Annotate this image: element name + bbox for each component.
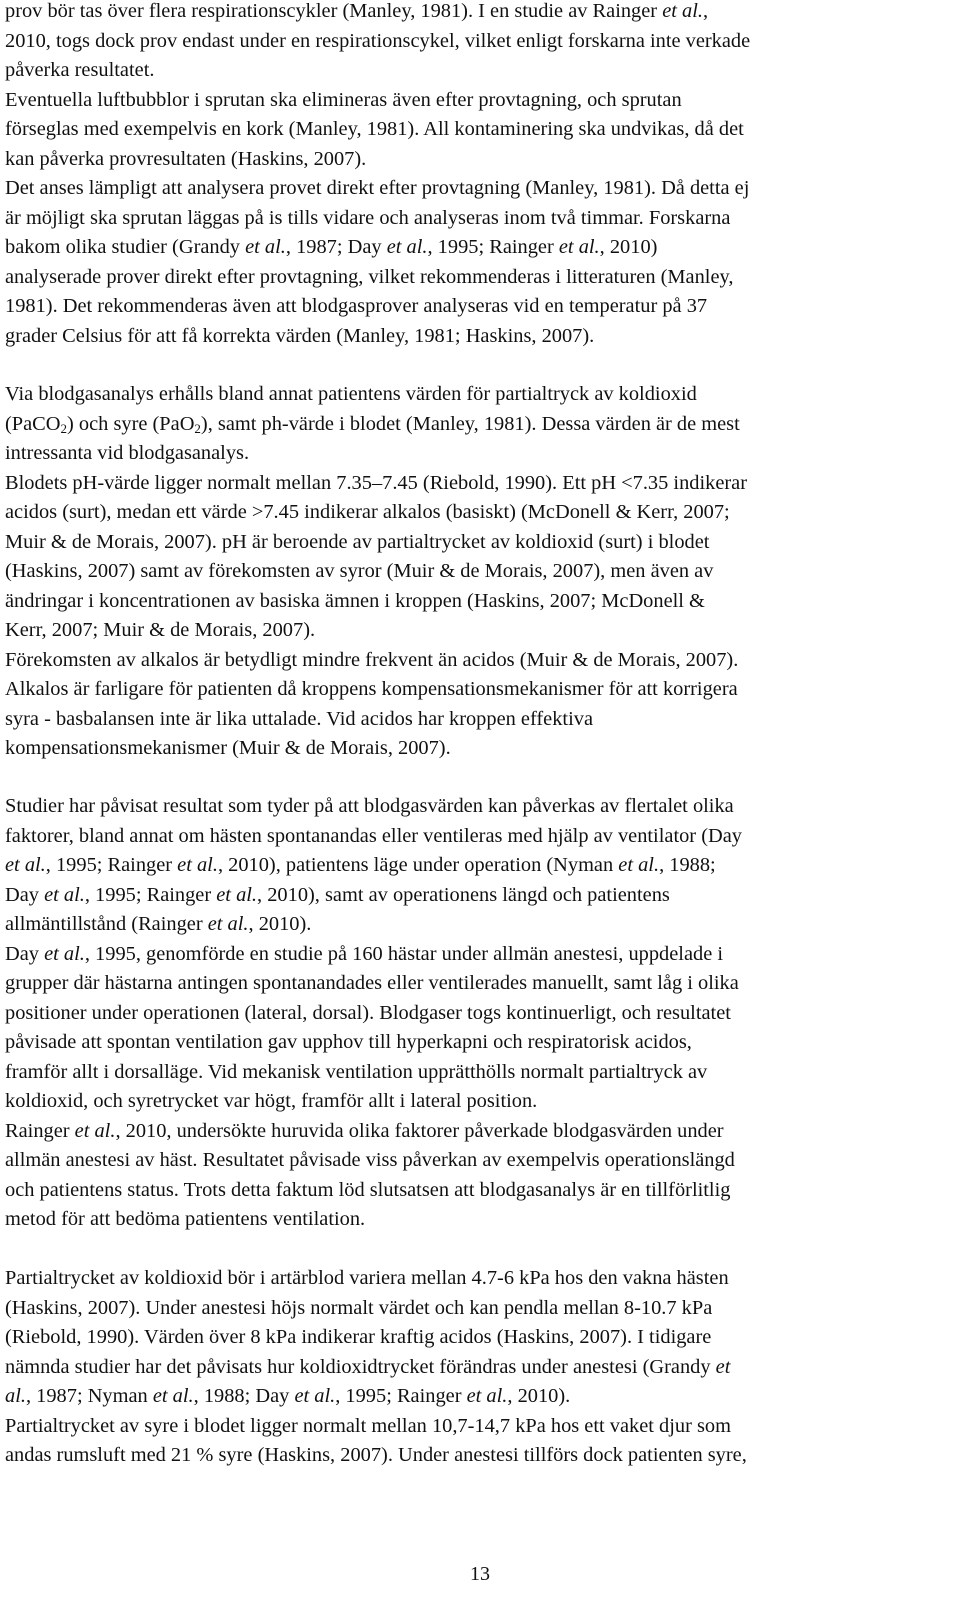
text-line: påvisade att spontan ventilation gav upphov till hyperkapni och respiratorisk acidos, bbox=[5, 1031, 692, 1053]
text-line: kan påverka provresultaten (Haskins, 2007). bbox=[5, 147, 367, 170]
text-line: Det anses lämpligt att analysera provet direkt efter provtagning (Manley, 1981). Då detta ej bbox=[5, 177, 750, 199]
text-line: al., 1987; Nyman et al., 1988; Day et al., 1995; Rainger et al., 2010). bbox=[5, 1385, 571, 1407]
text-line: Day et al., 1995, genomförde en studie på 160 hästar under allmän anestesi, uppdelade i bbox=[5, 942, 724, 965]
text-line: påverka resultatet. bbox=[5, 59, 155, 81]
text-line: Alkalos är farligare för patienten då kroppens kompensationsmekanismer för att korrigera bbox=[5, 678, 738, 700]
text-line: och patientens status. Trots detta faktum löd slutsatsen att blodgasanalys är en tillförlitlig bbox=[5, 1178, 731, 1201]
text-line: är möjligt ska sprutan läggas på is tills vidare och analyseras inom två timmar. Forskarna bbox=[5, 206, 731, 229]
text-line: analyserade prover direkt efter provtagning, vilket rekommenderas i litteraturen (Manley, bbox=[5, 265, 734, 288]
text-line: Partialtrycket av syre i blodet ligger normalt mellan 10,7-14,7 kPa hos ett vaket djur som bbox=[5, 1414, 731, 1437]
text-line: allmän anestesi av häst. Resultatet påvisade viss påverkan av exempelvis operationslängd bbox=[5, 1149, 735, 1171]
text-line: Rainger et al., 2010, undersökte huruvida olika faktorer påverkade blodgasvärden under bbox=[5, 1119, 724, 1142]
text-line: 2010, togs dock prov endast under en respirationscykel, vilket enligt forskarna inte verkade bbox=[5, 29, 751, 52]
text-line: nämnda studier har det påvisats hur koldioxidtrycket förändras under anestesi (Grandy et bbox=[5, 1355, 731, 1378]
text-line: (Riebold, 1990). Värden över 8 kPa indikerar kraftig acidos (Haskins, 2007). I tidigare bbox=[5, 1326, 712, 1348]
text-line: (Haskins, 2007) samt av förekomsten av syror (Muir & de Morais, 2007), men även av bbox=[5, 560, 714, 582]
text-line: framför allt i dorsalläge. Vid mekanisk ventilation upprätthölls normalt partialtryck av bbox=[5, 1060, 708, 1083]
text-line: (Haskins, 2007). Under anestesi höjs normalt värdet och kan pendla mellan 8-10.7 kPa bbox=[5, 1296, 713, 1319]
text-line: bakom olika studier (Grandy et al., 1987; Day et al., 1995; Rainger et al., 2010) bbox=[5, 236, 658, 258]
text-line: grader Celsius för att få korrekta värden (Manley, 1981; Haskins, 2007). bbox=[5, 324, 595, 347]
text-line: prov bör tas över flera respirationscykler (Manley, 1981). I en studie av Rainger et al., bbox=[5, 0, 709, 22]
text-line: syra - basbalansen inte är lika uttalade. Vid acidos har kroppen effektiva bbox=[5, 707, 594, 730]
text-line: Day et al., 1995; Rainger et al., 2010), samt av operationens längd och patientens bbox=[5, 883, 670, 906]
text-line: Via blodgasanalys erhålls bland annat patientens värden för partialtryck av koldioxid bbox=[5, 383, 697, 405]
text-line: andas rumsluft med 21 % syre (Haskins, 2007). Under anestesi tillförs dock patienten syre, bbox=[5, 1444, 747, 1466]
text-line: kompensationsmekanismer (Muir & de Morais, 2007). bbox=[5, 737, 451, 759]
text-line: metod för att bedöma patientens ventilation. bbox=[5, 1208, 366, 1230]
text-line: koldioxid, och syretrycket var högt, framför allt i lateral position. bbox=[5, 1090, 538, 1112]
text-line: intressanta vid blodgasanalys. bbox=[5, 442, 250, 464]
text-line: allmäntillstånd (Rainger et al., 2010). bbox=[5, 913, 312, 935]
text-line: Studier har påvisat resultat som tyder på att blodgasvärden kan påverkas av flertalet olika bbox=[5, 795, 734, 817]
text-line: Partialtrycket av koldioxid bör i artärblod variera mellan 4.7-6 kPa hos den vakna hästen bbox=[5, 1267, 729, 1289]
text-line: grupper där hästarna antingen spontanandades eller ventilerades manuellt, samt låg i olika bbox=[5, 972, 739, 994]
text-line: (PaCO$_2$) och syre (PaO$_2$), samt ph-värde i blodet (Manley, 1981). Dessa värden är de mest bbox=[5, 412, 740, 436]
text-line: faktorer, bland annat om hästen spontanandas eller ventileras med hjälp av ventilator (Day bbox=[5, 824, 742, 847]
text-line: positioner under operationen (lateral, dorsal). Blodgaser togs kontinuerligt, och resultatet bbox=[5, 1001, 731, 1024]
text-line: Kerr, 2007; Muir & de Morais, 2007). bbox=[5, 619, 316, 641]
paragraph-influencing-factors bbox=[5, 792, 955, 1235]
text-line: Förekomsten av alkalos är betydligt mindre frekvent än acidos (Muir & de Morais, 2007). bbox=[5, 648, 739, 671]
text-line: 1981). Det rekommenderas även att blodgasprover analyseras vid en temperatur på 37 bbox=[5, 295, 708, 317]
text-line: Muir & de Morais, 2007). pH är beroende av partialtrycket av koldioxid (surt) i blodet bbox=[5, 530, 710, 553]
paragraph-sampling bbox=[5, 0, 955, 351]
text-line: et al., 1995; Rainger et al., 2010), patientens läge under operation (Nyman et al., 1988; bbox=[5, 854, 716, 876]
text-line: ändringar i koncentrationen av basiska ämnen i kroppen (Haskins, 2007; McDonell & bbox=[5, 589, 705, 612]
text-line: Eventuella luftbubblor i sprutan ska elimineras även efter provtagning, och sprutan bbox=[5, 88, 682, 111]
text-line: acidos (surt), medan ett värde >7.45 indikerar alkalos (basiskt) (McDonell & Kerr, 2007; bbox=[5, 501, 730, 523]
paragraph-blood-gas-values bbox=[5, 380, 955, 764]
page-number: 13 bbox=[470, 1563, 490, 1585]
paragraph-partial-pressure bbox=[5, 1264, 955, 1471]
text-line: förseglas med exempelvis en kork (Manley, 1981). All kontaminering ska undvikas, då det bbox=[5, 118, 744, 140]
text-line: Blodets pH-värde ligger normalt mellan 7.35–7.45 (Riebold, 1990). Ett pH <7.35 indikerar bbox=[5, 471, 748, 494]
